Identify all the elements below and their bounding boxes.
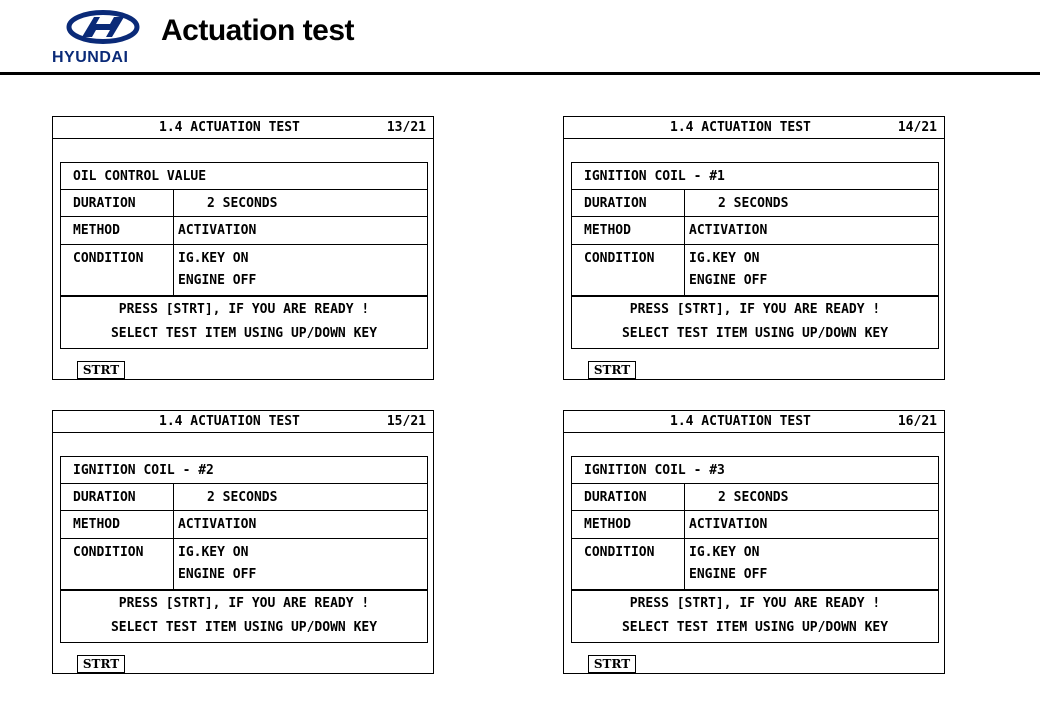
condition-value-1: IG.KEY ON	[689, 251, 760, 266]
select-message: SELECT TEST ITEM USING UP/DOWN KEY	[110, 326, 378, 341]
column-divider	[173, 217, 174, 244]
method-value: ACTIVATION	[689, 517, 768, 532]
column-divider	[173, 190, 174, 216]
panel-title: 1.4 ACTUATION TEST	[670, 120, 811, 135]
condition-value-2: ENGINE OFF	[178, 567, 257, 582]
condition-label: CONDITION	[584, 545, 655, 560]
test-details-table	[60, 484, 428, 590]
method-value: ACTIVATION	[178, 517, 257, 532]
method-row	[572, 511, 938, 539]
test-item-selector[interactable]	[60, 162, 428, 190]
page-counter: 14/21	[897, 120, 937, 135]
condition-label: CONDITION	[73, 251, 144, 266]
test-item-name: OIL CONTROL VALUE	[73, 169, 207, 184]
test-details-table	[571, 484, 939, 590]
method-row	[61, 511, 427, 539]
condition-value-2: ENGINE OFF	[689, 567, 768, 582]
duration-label: DURATION	[73, 196, 136, 211]
duration-value: 2 SECONDS	[207, 490, 278, 505]
slide-header	[0, 0, 1040, 76]
page-counter: 13/21	[386, 120, 426, 135]
condition-row	[572, 539, 938, 590]
start-button[interactable]: STRT	[77, 361, 125, 379]
logo-text: HYUNDAI	[52, 49, 129, 66]
method-label: METHOD	[584, 517, 631, 532]
duration-value: 2 SECONDS	[718, 490, 789, 505]
select-message: SELECT TEST ITEM USING UP/DOWN KEY	[621, 326, 889, 341]
duration-row	[61, 190, 427, 217]
ready-message: PRESS [STRT], IF YOU ARE READY !	[629, 302, 881, 317]
ready-message: PRESS [STRT], IF YOU ARE READY !	[629, 596, 881, 611]
condition-value-1: IG.KEY ON	[178, 251, 249, 266]
condition-row	[61, 245, 427, 296]
column-divider	[684, 190, 685, 216]
column-divider	[684, 245, 685, 296]
duration-label: DURATION	[73, 490, 136, 505]
select-message: SELECT TEST ITEM USING UP/DOWN KEY	[110, 620, 378, 635]
start-button[interactable]: STRT	[588, 655, 636, 673]
actuation-test-panel-15	[52, 410, 434, 674]
column-divider	[684, 539, 685, 590]
column-divider	[684, 484, 685, 510]
duration-row	[572, 190, 938, 217]
hyundai-logo	[50, 10, 160, 66]
test-details-table	[571, 190, 939, 296]
hyundai-emblem-icon	[66, 10, 140, 44]
condition-row	[61, 539, 427, 590]
method-value: ACTIVATION	[689, 223, 768, 238]
start-button[interactable]: STRT	[77, 655, 125, 673]
column-divider	[173, 539, 174, 590]
start-button[interactable]: STRT	[588, 361, 636, 379]
panel-titlebar	[53, 117, 433, 139]
method-label: METHOD	[584, 223, 631, 238]
duration-label: DURATION	[584, 196, 647, 211]
test-item-name: IGNITION COIL - #2	[73, 463, 214, 478]
instruction-box	[60, 296, 428, 349]
column-divider	[684, 511, 685, 538]
duration-value: 2 SECONDS	[207, 196, 278, 211]
condition-value-1: IG.KEY ON	[178, 545, 249, 560]
panel-title: 1.4 ACTUATION TEST	[159, 414, 300, 429]
column-divider	[173, 484, 174, 510]
condition-value-1: IG.KEY ON	[689, 545, 760, 560]
column-divider	[173, 511, 174, 538]
condition-label: CONDITION	[73, 545, 144, 560]
ready-message: PRESS [STRT], IF YOU ARE READY !	[118, 596, 370, 611]
test-item-selector[interactable]	[571, 456, 939, 484]
panel-titlebar	[53, 411, 433, 433]
instruction-box	[571, 590, 939, 643]
instruction-box	[60, 590, 428, 643]
condition-label: CONDITION	[584, 251, 655, 266]
actuation-test-panel-14	[563, 116, 945, 380]
test-item-selector[interactable]	[571, 162, 939, 190]
test-item-name: IGNITION COIL - #1	[584, 169, 725, 184]
test-details-table	[60, 190, 428, 296]
method-label: METHOD	[73, 223, 120, 238]
column-divider	[173, 245, 174, 296]
instruction-box	[571, 296, 939, 349]
ready-message: PRESS [STRT], IF YOU ARE READY !	[118, 302, 370, 317]
header-divider	[0, 72, 1040, 75]
panel-titlebar	[564, 117, 944, 139]
duration-row	[572, 484, 938, 511]
condition-row	[572, 245, 938, 296]
condition-value-2: ENGINE OFF	[178, 273, 257, 288]
test-item-selector[interactable]	[60, 456, 428, 484]
test-item-name: IGNITION COIL - #3	[584, 463, 725, 478]
page-title: Actuation test	[161, 14, 355, 47]
column-divider	[684, 217, 685, 244]
select-message: SELECT TEST ITEM USING UP/DOWN KEY	[621, 620, 889, 635]
actuation-test-panel-13	[52, 116, 434, 380]
panel-title: 1.4 ACTUATION TEST	[670, 414, 811, 429]
method-row	[572, 217, 938, 245]
duration-row	[61, 484, 427, 511]
panel-title: 1.4 ACTUATION TEST	[159, 120, 300, 135]
condition-value-2: ENGINE OFF	[689, 273, 768, 288]
panel-titlebar	[564, 411, 944, 433]
duration-value: 2 SECONDS	[718, 196, 789, 211]
method-row	[61, 217, 427, 245]
method-value: ACTIVATION	[178, 223, 257, 238]
actuation-test-panel-16	[563, 410, 945, 674]
page-counter: 15/21	[386, 414, 426, 429]
page-counter: 16/21	[897, 414, 937, 429]
duration-label: DURATION	[584, 490, 647, 505]
method-label: METHOD	[73, 517, 120, 532]
